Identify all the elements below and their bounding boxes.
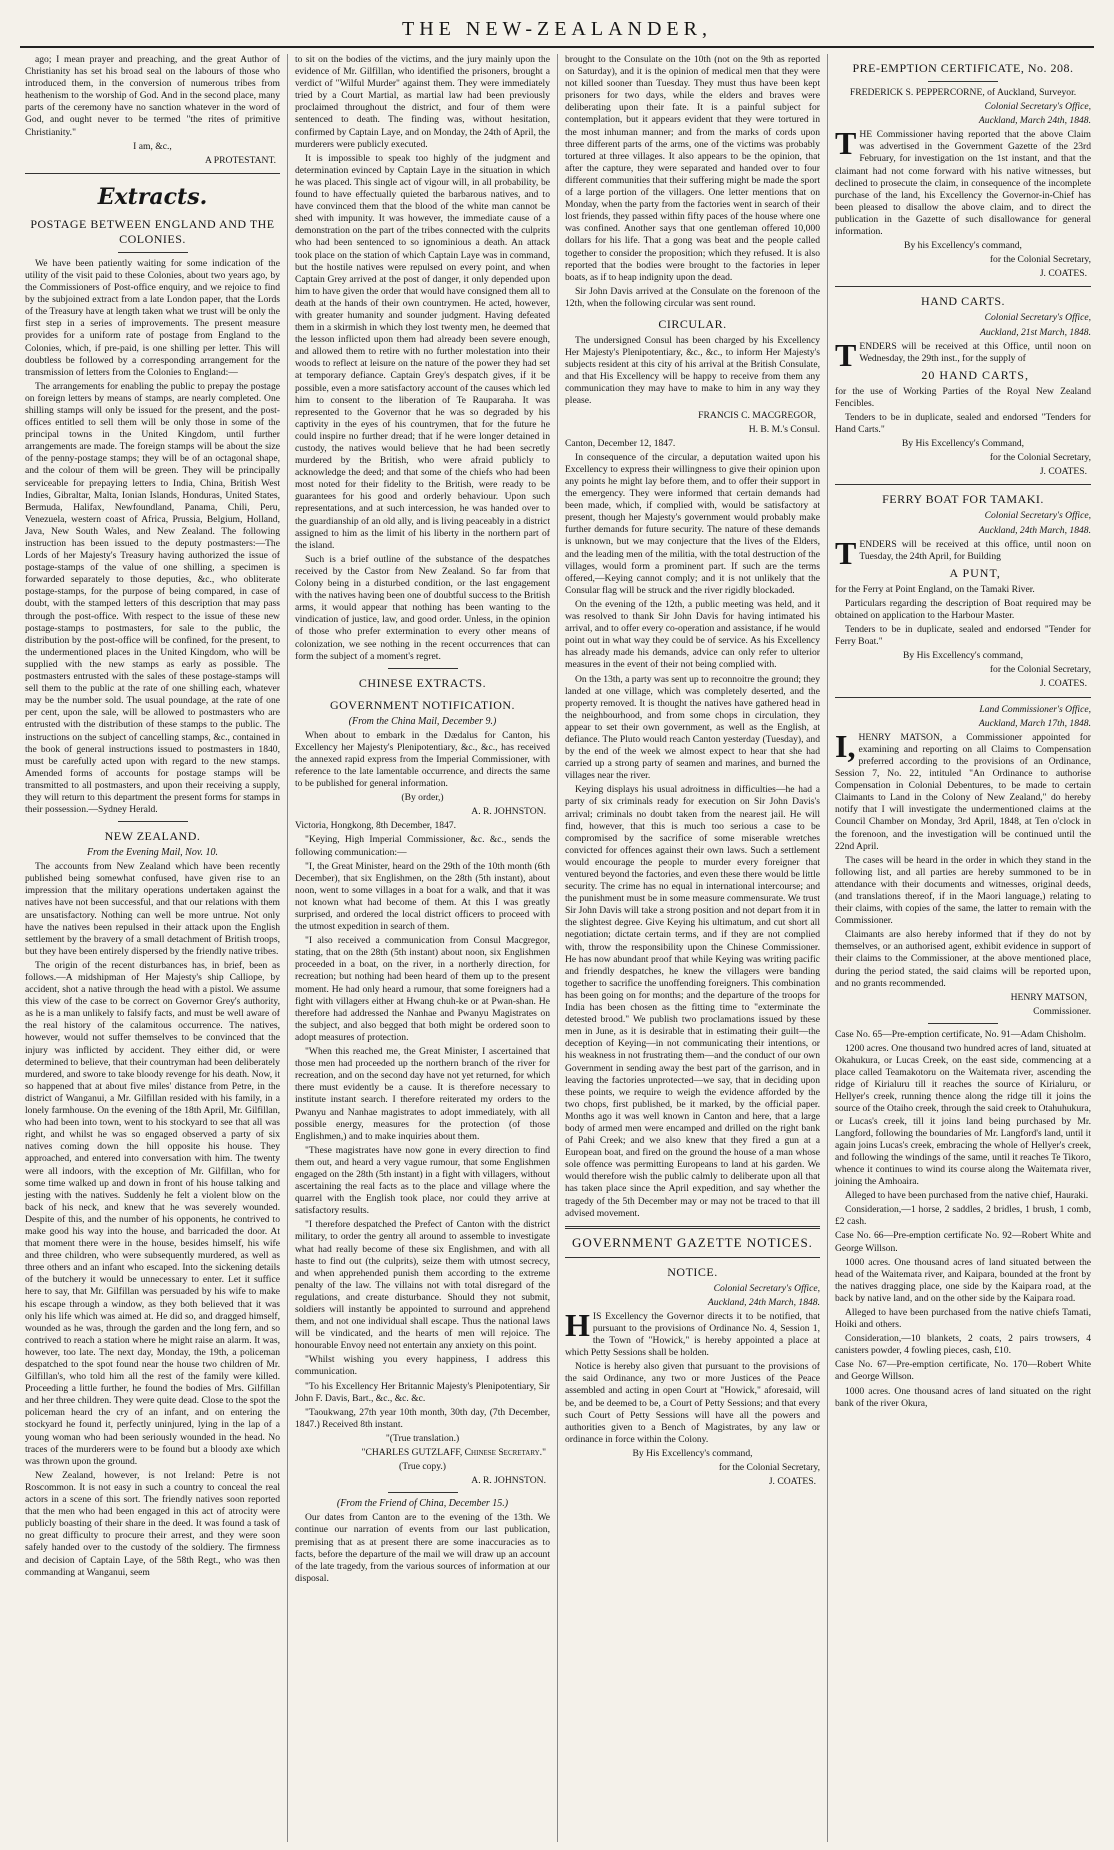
circular-signature-title: H. B. M.'s Consul. bbox=[748, 423, 820, 435]
gov-paragraph: "To his Excellency Her Britannic Majesty's Plenipotentiary, Sir John F. Davis, Bart., &c., &c. &c. bbox=[295, 1380, 550, 1404]
ferry-date: Auckland, 24th March, 1848. bbox=[978, 524, 1091, 536]
land-dropcap: I, bbox=[835, 727, 856, 764]
column-4 bbox=[828, 54, 1098, 1842]
columns bbox=[18, 54, 1098, 1842]
letter-closing: I am, &c., bbox=[133, 140, 172, 152]
notice-dropcap: H bbox=[565, 1306, 590, 1343]
gov-paragraph: "I also received a communication from Consul Macgregor, stating, that on the 28th (5th instant) about noon, six Englishmen proceeded in a boat, on the river, in a northerly direction, for recreation; but nothing had been heard of them up to the present moment. He had only heard a rumour, that some foreigners had a fight with villagers either at Hwang chuh-ke or at Pwan-shan. He therefore had addressed the Nanhae and Pwanyu Magistrates on the subject, and also begged that both might be ordered soon to adopt measures of protection. bbox=[295, 935, 550, 1043]
gov-signature: A. R. JOHNSTON. bbox=[471, 806, 546, 818]
gov-paragraph: "Whilst wishing you every happiness, I address this communication. bbox=[295, 1354, 550, 1378]
column-3 bbox=[558, 54, 828, 1842]
postage-paragraph: We have been patiently waiting for some indication of the utility of the visit paid to these Colonies, about two years ago, by the Commissioners of Post-office enquiry, and we rejoice to find by the subjoined extract from a late London paper, that the Lords of the Treasury have at length taken what we trust will be only the first step in a series of improvements. The present measure provides for a uniform rate of postage from England to the Colonies, which, if pre-paid, is one shilling per letter. This will doubtless be followed by a corresponding arrangement for the transmission of letters from the Colonies to England:— bbox=[25, 257, 280, 378]
ferry-by: By His Excellency's command, bbox=[902, 650, 1024, 662]
ferry-signature: J. COATES. bbox=[1039, 678, 1087, 690]
divider bbox=[118, 821, 188, 822]
gov-notification-title: GOVERNMENT NOTIFICATION. bbox=[329, 697, 516, 712]
ferry-paragraph: ENDERS will be received at this office, until noon on Tuesday, the 24th April, for Building bbox=[859, 538, 1091, 562]
divider bbox=[565, 1226, 820, 1229]
letter-text: ago; I mean prayer and preaching, and the great Author of Christianity has set his broad seal on the labours of those who introduced them, in the conversion of numerous tribes from heathenism to the worship of God. And in the second place, many parts of the ceremony have no sanction whatever in the word of God, and ought never to be termed "the rites of primitive Christianity." bbox=[25, 54, 280, 138]
case-heading: Case No. 67—Pre-emption certificate, No. 170—Robert White and George Willson. bbox=[835, 1359, 1091, 1383]
divider bbox=[565, 1257, 820, 1258]
gov-translation: "(True translation.) bbox=[385, 1432, 460, 1444]
column-1 bbox=[18, 54, 288, 1842]
gov-truecopy: (True copy.) bbox=[399, 1461, 446, 1473]
gov-paragraph: "Keying, High Imperial Commissioner, &c. &c., sends the following communication:— bbox=[295, 834, 550, 858]
case-alleged: Alleged to have been purchased from the native chiefs Tamati, Hoiki and others. bbox=[835, 1306, 1091, 1331]
case-consideration: Consideration,—1 horse, 2 saddles, 2 bridles, 1 brush, 1 comb, £2 cash. bbox=[835, 1204, 1091, 1228]
gazette-title: GOVERNMENT GAZETTE NOTICES. bbox=[572, 1234, 813, 1250]
gov-source: (From the China Mail, December 9.) bbox=[348, 715, 497, 727]
pre-emption-date: Auckland, March 24th, 1848. bbox=[978, 115, 1091, 127]
hand-carts-paragraph: for the use of Working Parties of the Royal New Zealand Fencibles. bbox=[835, 385, 1091, 409]
ferry-paragraph: Tenders to be in duplicate, sealed and endorsed "Tender for Ferry Boat." bbox=[835, 624, 1091, 648]
letter-signature: A PROTESTANT. bbox=[204, 154, 276, 166]
land-signature-title: Commissioner. bbox=[1033, 1005, 1091, 1017]
nz-paragraph: The origin of the recent disturbances has, in brief, been as follows.—A midshipman of Her Majesty's ship Calliope, by accident, shot a native through the head with a pistol. We assume this view of the case to be correct on Governor Grey's authority, as he is a man unlikely to falsify facts, and must be well aware of the real history of the calamitous occurrence. The natives, however, would not suffer themselves to be convinced that the injury was inflicted by accident. They either did, or were determined to believe, that their countryman had been deliberately murdered, and swore to take bloody revenge for his death. Now, it so happened that at about five miles' distance from Petre, in the district of Wanganui, a Mr. Gilfillan resided with his family, in a lonely farmhouse. On the evening of the 18th April, Mr. Gilfillan, who had been into town, went to his stockyard to see that all was right, and whilst he was so engaged observed a party of six natives coming down the hill opposite his house. They approached, and entered into conversation with him. The twenty were all indoors, with the exception of Mr. Gilfillan, who for some time walked up and down in front of his house talking and jesting with the natives. Suddenly he felt a violent blow on the back of his neck, and knew that he was severely wounded. Despite of this, and the number of his opponents, he contrived to make good his way into the house, and barricaded the door. At that moment there were in the house, besides himself, his wife and three children, who were subsequently murdered, as well as three others and an infant who escaped. Into the sickening details of the butchery it would be unnecessary to enter. Let it suffice here to say, that Mr. Gilfillan was persuaded by his wife to make his escape through a window, as they both believed that it was only his life which was aimed at. He did so, and dragged himself, wounded as he was, through the garden and the long fern, and so contrived to reach a station where he might raise an alarm. It was, however, too late. The next day, Monday, the 19th, a policeman despatched to the spot found near the house two children of Mr. Gilfillan's, who told him all the rest of the family were killed. Proceeding a little further, he found the bodies of Mrs. Gilfillan and her three children. They were quite dead. Close to the spot the policeman heard the cry of an infant, and on entering the stockyard he found it, perfectly uninjured, lying in the lap of a young woman who had been seriously wounded in the head. No traces of the murderers were to be found but a bloody axe which was thrown upon the ground. bbox=[25, 959, 280, 1467]
ferry-paragraph: Particulars regarding the description of Boat required may be obtained on application to the Harbour Master. bbox=[835, 597, 1091, 621]
pre-emption-office: Colonial Secretary's Office, bbox=[984, 101, 1091, 113]
circular-paragraph: Keying displays his usual adroitness in difficulties—he had a party of six criminals ready for execution on Sir John Davis's arrival; criminals no doubt taken from the nearest jail. He will find, however, that this is much too serious a case to be compromised by the sacrifice of some miserable wretches convicted for offences against their own laws. Such a settlement would encourage the people to murder every foreigner that ventured beyond the factories, and even these there would be little security. The crime has no equal in international intercourse; and the punishment must be in some measure commensurate. We trust Sir John Davis will take a strong position and not depart from it in the slightest degree. Give Keying his ultimatum, and cut short all negotiation; dictate certain terms, and if they are not complied with, throw the responsibility upon the Chinese Commissioner. He has now abundant proof that while Keying was writing pacific and friendly despatches, he knew the villagers were banding together to sacrifice the unoffending foreigners. This combination has been going on for months; and the departure of the troops for India has been chosen as the fitting time to "exterminate the detested brood." We publish two proclamations issued by these men in June, as it is desirable that in estimating their guilt—the deception of Keying—in not communicating their intentions, or his weakness in not frustrating them—and the conduct of our own Government in sending away the best part of the garrison, and in leaving the factories unprotected—we say, that in deciding upon these points, we require to weigh the evidence afforded by the two chops, first published, be it marked, by the official paper. Months ago it was well known in Canton and here, that a large body of armed men were encamped and drilled on the right bank of Pahi Creek; and we also knew that they fired a gun at a European boat, and fired on the ground the house of a man whose sole offence was permitting Europeans to land at his garden. We would therefore wish the public calmly to deliberate upon all that has taken place since the April expedition, and say whether the tragedy of the 5th December may or may not be traced to that ill advised movement. bbox=[565, 784, 820, 1219]
hand-carts-by: By His Excellency's Command, bbox=[901, 438, 1025, 450]
divider bbox=[835, 484, 1091, 485]
pre-emption-for: for the Colonial Secretary, bbox=[989, 254, 1091, 266]
gov-paragraph: "I therefore despatched the Prefect of Canton with the district military, to order the gentry all around to assemble to investigate what had really become of these six Englishmen, and with all haste to find out (the culprits), seize them with utmost secrecy, and when apprehended punish them according to the extreme penalty of the law. The villains not with total disregard of the regulations, and create disturbance. Should they not submit, soldiers will instantly be appointed to surround and apprehend them, and not one individual shall escape. Thus the national laws will be vindicated, and the hearts of men will rejoice. The honourable Envoy need not entertain any anxiety on this point. bbox=[295, 1219, 550, 1352]
ferry-for: for the Colonial Secretary, bbox=[989, 664, 1091, 676]
ferry-office: Colonial Secretary's Office, bbox=[984, 510, 1091, 522]
ferry-dropcap: T bbox=[835, 534, 857, 571]
hand-carts-office: Colonial Secretary's Office, bbox=[984, 312, 1091, 324]
gov-dateline: Victoria, Hongkong, 8th December, 1847. bbox=[295, 820, 457, 832]
nz-paragraph: Such is a brief outline of the substance of the despatches received by the Castor from New Zealand. So far from that Colony being in a disturbed condition, or the last engagement with the natives having been one of doubtful success to the British arms, it would appear that nothing has been wanting to the vindication of justice, law, and good order. Unless, in the opinion of those who prefer extermination to every other means of colonization, we see nothing in the recent occurrences that can form the subject of a moment's regret. bbox=[295, 553, 550, 662]
notice-by: By His Excellency's command, bbox=[632, 1447, 753, 1459]
notice-for: for the Colonial Secretary, bbox=[718, 1462, 820, 1474]
land-paragraph: The cases will be heard in the order in which they stand in the following list, and all parties are hereby summoned to be in attendance with their documents and witnesses, original deeds, (and translations thereof, if in the Maori language,) relating to their claims, with copies of the same, the latter to remain with the Commissioner. bbox=[835, 854, 1091, 927]
hand-carts-title: HAND CARTS. bbox=[920, 294, 1006, 309]
hand-carts-signature: J. COATES. bbox=[1039, 466, 1087, 478]
notice-office: Colonial Secretary's Office, bbox=[713, 1282, 820, 1294]
gov-paragraph: "Taoukwang, 27th year 10th month, 30th day, (7th December, 1847.) Received 8th instant. bbox=[295, 1406, 550, 1430]
extracts-heading: Extracts. bbox=[97, 183, 208, 210]
hand-carts-dropcap: T bbox=[835, 336, 857, 373]
nz-source: From the Evening Mail, Nov. 10. bbox=[86, 847, 219, 859]
gov-paragraph: "I, the Great Minister, heard on the 29th of the 10th month (6th December), that six Englishmen, on the 28th (5th instant), about noon, went to some villages in a boat for a walk, and that it was not known what had become of them. At this I was greatly surprised, and ordered the local district officers to proceed with the utmost expedition in search of them. bbox=[295, 860, 550, 933]
pre-emption-title: PRE-EMPTION CERTIFICATE, No. 208. bbox=[852, 61, 1074, 75]
case-heading: Case No. 65—Pre-emption certificate, No. 91—Adam Chisholm. bbox=[835, 1028, 1086, 1040]
land-date: Auckland, March 17th, 1848. bbox=[978, 717, 1091, 729]
notice-title: NOTICE. bbox=[667, 1264, 718, 1279]
column-2 bbox=[288, 54, 558, 1842]
china-paragraph: Sir John Davis arrived at the Consulate on the forenoon of the 12th, when the following circular was sent round. bbox=[565, 285, 820, 309]
land-office: Land Commissioner's Office, bbox=[979, 703, 1091, 715]
case-body: 1200 acres. One thousand two hundred acres of land, situated at Okahukura, or Lucas Creek, on the east side, commencing at a place called Teamakotoru on the Waitemata river, ascending the ridge of Kirialuru till it reaches the source of Kirialuru, or Hellyer's creek, running thence along the ridge till it joins the source of the Otaiho creek, through the said creek to Otahuhukura, or Lucas's creek, till it joins land being purchased by Mr. Langford, following the boundaries of Mr. Langford's land, until it again joins Lucas's creek, embracing the whole of Hellyer's creek, and following the windings of the same, until it reaches Te Tikoro, whence it continues to wind its course along the Waitemata river, joining the Amhoaira. bbox=[835, 1043, 1091, 1188]
gov-paragraph: "These magistrates have now gone in every direction to find them out, and heard a very vague rumour, that some Englishmen engaged on the 28th (5th instant) in a fight with villagers, without ascertaining the real facts as to the place and village where the quarrel with the English took place, nor could they arrive at satisfactory results. bbox=[295, 1144, 550, 1217]
gov-paragraph: "When this reached me, the Great Minister, I ascertained that those men had proceeded up the northern branch of the river for recreation, and on the second day have not yet returned, for which there must evidently be a cause. It is therefore necessary to institute instant search. I therefore reiterated my orders to the Pwanyu and Nanhae magistrates to adopt immediately, with all possible energy, measures for the protection (of those Englishmen,) and to make inquiries about them. bbox=[295, 1046, 550, 1142]
ferry-item: A PUNT, bbox=[949, 565, 1001, 580]
pre-emption-name: FREDERICK S. PEPPERCORNE, of Auckland, Surveyor. bbox=[849, 87, 1077, 98]
masthead: THE NEW-ZEALANDER, bbox=[402, 18, 712, 40]
land-signature: HENRY MATSON, bbox=[1010, 991, 1087, 1003]
case-consideration: Consideration,—10 blankets, 2 coats, 2 pairs trowsers, 4 canisters powder, 4 fowling pieces, cash, £10. bbox=[835, 1333, 1091, 1357]
nz-continued: to sit on the bodies of the victims, and the jury mainly upon the evidence of Mr. Gilfillan, who identified the prisoners, brought a verdict of "Wilful Murder" against them. They were immediately tried by a Court Martial, as martial law had been previously proclaimed throughout the district, and four of them were sentenced to death. The finding was, without hesitation, confirmed by Captain Laye, and on Monday, the 24th of April, the murderers were publicly executed. bbox=[295, 54, 550, 150]
pre-emption-signature: J. COATES. bbox=[1039, 268, 1087, 280]
friend-paragraph: Our dates from Canton are to the evening of the 13th. We continue our narration of events from our last publication, premising that as at present there are some inaccuracies as to facts, before the departure of the mail we will draw up an account of the late tragedy, from the various sources of information at our disposal. bbox=[295, 1512, 550, 1584]
divider bbox=[118, 252, 188, 253]
china-continued: brought to the Consulate on the 10th (not on the 9th as reported on Saturday), and it is the opinion of medical men that they were not killed sooner than Tuesday. They must thus have been kept prisoners for two days, while the elders and braves were deliberating upon their fate. It is a painful subject for contemplation, but it appears evident that they were tortured in the most inhuman manner; and from the marks of cords upon three different parts of the arms, one of the victims was probably tortured at three villages. It also appears to be the opinion, that after the capture, they were separated and handed over to four different communities that their suffering might be made the sport of a large portion of the villagers. One letter mentions that on Monday, when the party from the factories went in search of their lost friends, they passed within fifty paces of the house where one was confined. Another says that one gentleman offered 10,000 dollars for his life. That a gong was beat and the people called together to consider the proposition; which they refused. It is also reported that the bodies were brought to the factories in leper boats, as if to heap indignity upon the dead. bbox=[565, 54, 820, 283]
notice-paragraph: IS Excellency the Governor directs it to be notified, that pursuant to the provisions of Ordinance No. 4, Session 1, the Town of "Howick," is hereby appointed a place at which Petty Sessions shall be holden. bbox=[565, 1310, 820, 1359]
divider bbox=[388, 1492, 458, 1493]
gov-paragraph: When about to embark in the Dædalus for Canton, his Excellency her Majesty's Plenipotentiary, &c., &c., has received the annexed rapid express from the Imperial Commissioner, with reference to the late lamentable occurrence, and directs the same to be published for general information. bbox=[295, 729, 550, 790]
nz-paragraph: It is impossible to speak too highly of the judgment and determination evinced by Captain Laye in the situation in which he was placed. This single act of vigour will, in all probability, be found to have effectually quieted the barbarous natives, and to have convinced them that the blood of the white man cannot be shed with impunity. It was however, the immediate cause of a demonstration on the part of the tribes connected with the culprits who had been sentenced to so ignominious a death. An attack took place on the station of which Captain Laye was in command, but the hostile natives were repulsed on every point, and when Captain Grey arrived at the post of danger, it only depended upon him to have given the order that would have consigned them all to death at the hands of their own countrymen. He acted, however, with greater humanity and sounder judgment. Having defeated them in a skirmish in which they lost twenty men, he deemed that the lesson inflicted upon them had already been severe enough, and allowed them to retire with no further molestation into their woods to reflect at leisure on the nature of the power they had set at temporary defiance. Captain Grey's despatch gives, if it be possible, even a more satisfactory account of the causes which led him to consent to the liberation of Te Rauparaha. It was represented to the Governor that he was so degraded by his captivity in the eyes of his countrymen, that for the future he could inspire no further dread; that if he were longer detained in custody, the natives would believe that he had been secretly murdered by the British, who were afraid publicly to acknowledge the deed; and that some of the chiefs who had been most noted for their fidelity to the British, were ready to be guarantees for his good and orderly behaviour. Upon such representations, and at such intercession, he was handed over to the guardianship of an old ally, and is living peaceably in a district assigned to him as the limit of his liberty in the northern part of the island. bbox=[295, 152, 550, 551]
hand-carts-item: 20 HAND CARTS, bbox=[921, 367, 1029, 382]
case-body: 1000 acres. One thousand acres of land situated on the right bank of the river Okura, bbox=[835, 1385, 1091, 1409]
friend-source: (From the Friend of China, December 15.) bbox=[336, 1498, 509, 1510]
notice-paragraph: Notice is hereby also given that pursuant to the provisions of the said Ordinance, any two or more Justices of the Peace assembled and acting in open Court at "Howick," aforesaid, will be, and be deemed to be, a Court of Petty Sessions; and that every such Court of Petty Sessions will have all the powers and authorities given to a Bench of Magistrates, by any law or ordinance in force within the Colony. bbox=[565, 1361, 820, 1445]
pre-emption-by: By his Excellency's command, bbox=[904, 240, 1022, 252]
circular-paragraph: On the 13th, a party was sent up to reconnoitre the ground; they landed at one village, which was completely deserted, and the property removed. It is thought the natives have gathered head in the neighbourhood, and from some chops in circulation, they appear to set their own government, as well as the English, at defiance. The Pluto would reach Canton yesterday (Tuesday), and by the end of the week we almost expect to hear that she had carried up a strong party of seamen and marines, and burned the villages near the river. bbox=[565, 673, 820, 782]
circular-dateline: Canton, December 12, 1847. bbox=[565, 437, 676, 449]
case-heading: Case No. 66—Pre-emption certificate No. 92—Robert White and George Willson. bbox=[835, 1230, 1091, 1254]
gov-order: (By order,) bbox=[401, 792, 444, 804]
circular-paragraph: The undersigned Consul has been charged by his Excellency Her Majesty's Plenipotentiary, &c., &c., to inform Her Majesty's subjects resident at this city of his arrival at the British Consulate, and that His Excellency will be happy to receive from them any communication they may have to make to him in any way they please. bbox=[565, 334, 820, 407]
gov-signature: A. R. JOHNSTON. bbox=[471, 1475, 546, 1487]
pre-emption-paragraph: HE Commissioner having reported that the above Claim was advertised in the Government Gazette of the 23rd February, for investigation on the 1st instant, and that the claimant had not come forward with his native witnesses, but declined to prosecute the claim, in consequence of the incomplete purchase of the land, his Excellency the Governor-in-Chief has been pleased to disallow the above claim, and to direct the publication in the Gazette of such disallowance for general information. bbox=[835, 129, 1091, 238]
nz-title: NEW ZEALAND. bbox=[104, 829, 201, 844]
circular-signature: FRANCIS C. MACGREGOR, bbox=[698, 409, 816, 421]
hand-carts-paragraph: Tenders to be in duplicate, sealed and endorsed "Tenders for Hand Carts." bbox=[835, 411, 1091, 436]
circular-title: CIRCULAR. bbox=[658, 316, 727, 331]
postage-paragraph: The arrangements for enabling the public to prepay the postage on foreign letters by means of stamps, are nearly completed. One shilling stamps will only be issued for the present, and the post-offices entitled to sell them will be only those in some of the principal towns in the United Kingdom, until further arrangements are made. The foreign stamps will be about the size of the penny-postage stamps; they will be of an octagonal shape, and the colour of them will be green. They will be principally serviceable for prepaying letters to India, China, British West Indies, Gibraltar, Malta, Ionian Islands, Honduras, United States, Bermuda, Halifax, Newfoundland, Panama, Chili, Peru, Venezuela, western coast of Africa, Prussia, Belgium, Holland, Java, New South Wales, and New Zealand. The following instruction has been issued to the deputy postmasters:—The Lords of her Majesty's Treasury having authorized the issue of postage-stamps of the value of one shilling, a specimen is forwarded separately to those deputies, &c., who obliterate postage-stamps, for the purpose of being compared, in case of doubt, with the stamped letters of this description that may pass through the post-office. With respect to the issue of these new postage-stamps to postmasters, for sale to the public, the distribution by the post-office will be confined, for the present, to the undermentioned places in the United Kingdom, who will be supplied with the new stamps as early as possible. The postmasters entrusted with the sales of these postage-stamps will sell them to the public at the rate of one shilling each, whatever may be the number sold. The usual poundage, at the rate of one per cent, upon the sale, will be allowed to postmasters who are entrusted with the distribution of these stamps to the public. The instructions on the subject of cancelling stamps, &c., contained in the book of general instructions issued to postmasters in 1840, must be carefully acted upon with regard to the new stamps. Amended forms of accounts for postage stamps will be transmitted to all postmasters, and upon their receiving a supply, they will return to this department the present forms for stamps in their possession.—Sydney Herald. bbox=[25, 380, 280, 816]
masthead-rule bbox=[20, 46, 1094, 48]
nz-paragraph: The accounts from New Zealand which have been recently published being somewhat confused, have given rise to an impression that the military operations undertaken against the natives have not been successful, and that our relations with them are unsatisfactory. Nothing can well be more untrue. Not only have the natives been repulsed in their attack upon the English settlement by the bravery of a small detachment of British troops, but they have been entirely dispersed by the friendly native tribes. bbox=[25, 861, 280, 957]
pre-emption-dropcap: T bbox=[835, 125, 857, 162]
circular-paragraph: On the evening of the 12th, a public meeting was held, and it was resolved to thank Sir John Davis for having intimated his arrival, and to offer every co-operation and assistance, if he would point out in what way they could be of service. As his Excellency has already made his demands, advice can only refer to ulterior measures in the event of their not being complied with. bbox=[565, 598, 820, 671]
land-paragraph: Claimants are also hereby informed that if they do not by themselves, or an authorised agent, exhibit evidence in support of their claims to the Commissioner, at the above mentioned place, during the period stated, the said claims will be reported upon, and no grants recommended. bbox=[835, 929, 1091, 989]
hand-carts-date: Auckland, 21st March, 1848. bbox=[979, 326, 1091, 338]
divider bbox=[835, 697, 1091, 698]
notice-signature: J. COATES. bbox=[768, 1476, 816, 1488]
ferry-title: FERRY BOAT FOR TAMAKI. bbox=[882, 492, 1044, 507]
divider bbox=[835, 286, 1091, 287]
hand-carts-paragraph: ENDERS will be received at this Office, until noon on Wednesday, the 29th inst., for the supply of bbox=[859, 340, 1091, 364]
divider bbox=[928, 1023, 998, 1024]
divider bbox=[928, 81, 998, 82]
nz-paragraph: New Zealand, however, is not Ireland: Petre is not Roscommon. It is not easy in such a country to conceal the real actors in a scene of this sort. The friendly natives soon reported that the men who had been engaged in this act of atrocity were publicly boasting of their share in the deed. It was found a task of no great difficulty to procure their arrest, and they were soon safely handed over to the custody of the soldiery. The firmness and decision of Captain Laye, of the 58th Regt., who was then commanding at Wanganui, seem bbox=[25, 1469, 280, 1578]
case-alleged: Alleged to have been purchased from the native chief, Hauraki. bbox=[845, 1190, 1089, 1202]
notice-date: Auckland, 24th March, 1848. bbox=[707, 1296, 820, 1308]
ferry-paragraph: for the Ferry at Point England, on the Tamaki River. bbox=[835, 583, 1035, 595]
circular-paragraph: In consequence of the circular, a deputation waited upon his Excellency to express their willingness to give their opinion upon any points he might lay before them, and to offer their support in the emergency. They were informed that certain demands had been made, which, if complied with, would be satisfactory at present, though her Majesty's government would probably make further demands for future security. The nature of these demands is unknown, but we may conjecture that the lives of the Elders, and the leading men of the militia, with the total destruction of the villages, would form a prominent part. If such are the terms offered,—Keying cannot comply; and it is not unlikely that the Consular flag will be struck and the river rigidly blockaded. bbox=[565, 451, 820, 596]
hand-carts-for: for the Colonial Secretary, bbox=[989, 452, 1091, 464]
divider bbox=[388, 668, 458, 669]
gov-translator: "CHARLES GUTZLAFF, Chinese Secretary." bbox=[361, 1447, 546, 1459]
case-body: 1000 acres. One thousand acres of land situated between the head of the Waitemata river, and Kaipara, bounded at the front by the natives dragging place, one side by the Kaipara road, at the back by native land, and on the other side by the Kaipara road. bbox=[835, 1256, 1091, 1304]
divider bbox=[25, 173, 280, 174]
chinese-title: CHINESE EXTRACTS. bbox=[358, 675, 487, 690]
land-paragraph: HENRY MATSON, a Commissioner appointed for examining and reporting on all Claims to Compensation preferred according to the provisions of an Ordinance, Session 7, No. 22, intituled "An Ordinance to authorise Compensation in Colonial Debentures, to be made to certain Claimants to Land in the Colony of New Zealand," do hereby notify that I will investigate the undermentioned claims at the Council Chamber on Monday, 3rd April, 1848, at Ten o'clock in the forenoon, and the investigation will be continued until the 22nd April. bbox=[835, 731, 1091, 852]
postage-title: POSTAGE BETWEEN ENGLAND AND THE COLONIES. bbox=[30, 216, 275, 246]
